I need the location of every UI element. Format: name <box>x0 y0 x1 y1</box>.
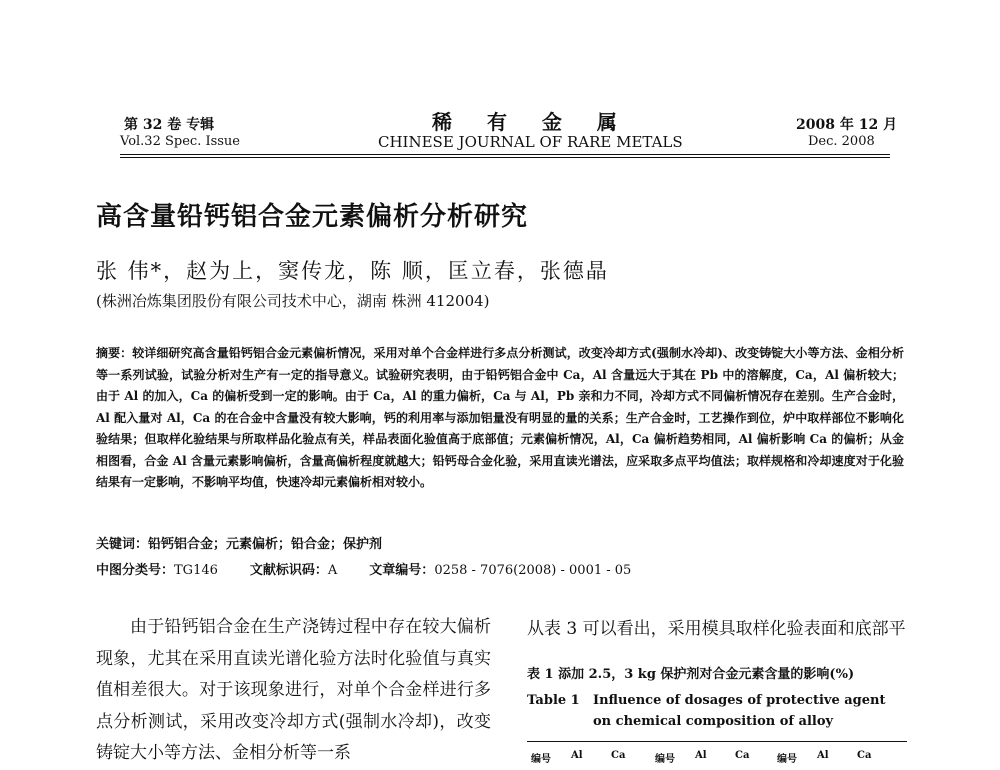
table-top-rule <box>527 741 907 742</box>
volume-en: Vol.32 Spec. Issue <box>120 134 240 149</box>
col-header-al-3: Al <box>817 750 829 761</box>
table-caption-en-text: Influence of dosages of protective agent on chemical composition of alloy <box>593 693 886 729</box>
abstract <box>96 343 904 494</box>
table-caption-en <box>527 690 907 729</box>
clc-value: TG146 <box>174 563 218 578</box>
doc-code-value: A <box>327 563 338 578</box>
article-title: 高含量铅钙铝合金元素偏析分析研究 <box>96 202 529 232</box>
issue-date-cn: 2008 年 12 月 <box>796 117 898 133</box>
article-number-label: 文章编号： <box>369 563 435 578</box>
classification-line <box>96 559 631 578</box>
clc-label: 中图分类号： <box>96 563 175 578</box>
keywords-text: 铅钙铝合金；元素偏析；铅合金；保护剂 <box>148 537 383 552</box>
table-caption-en-label: Table 1 <box>527 693 580 708</box>
keywords-label: 关键词： <box>96 537 149 552</box>
author-list: 张 伟*，赵为上，窦传龙，陈 顺，匡立春，张德晶 <box>96 259 609 283</box>
keywords <box>96 533 382 552</box>
col-header-id-1: 编号 <box>531 754 551 765</box>
issue-date-en: Dec. 2008 <box>808 134 875 149</box>
col-header-ca-1: Ca <box>611 750 626 761</box>
abstract-text: 较详细研究高含量铅钙铝合金元素偏析情况，采用对单个合金样进行多点分析测试，改变冷却方式(强制水冷却)、改变铸锭大小等方法、金相分析等一系列试验，试验分析对生产有一定的指导意义。试验研究表明，由于铅钙铝合金中 Ca，Al 含量远大于其在 Pb 中的溶解度，Ca，Al 偏析较大；由于 Al 的加入，Ca 的偏析受到一定的影响。由于 Ca，Al 的重力偏析，Ca 与 Al，Pb 亲和力不同，冷却方式不同偏析情况存在差别。生产合金时，Al 配入量对 Al，Ca 的在合金中含量没有较大影响，钙的利用率与添加铝量没有明显的量的关系；生产合金时，工艺操作到位，炉中取样部位不影响化验结果；但取样化验结果与所取样品化验点有关，样品表面化验值高于底部值；元素偏析情况，Al，Ca 偏析趋势相同，Al 偏析影响 Ca 的偏析；从金相图看，合金 Al 含量元素影响偏析，含量高偏析程度就越大；铅钙母合金化验，采用直读光谱法，应采取多点平均值法；取样规格和冷却速度对于化验结果有一定影响，不影响平均值，快速冷却元素偏析相对较小。 <box>96 346 904 489</box>
volume-cn: 第 32 卷 专辑 <box>124 117 215 133</box>
journal-title-cn: 稀 有 金 属 <box>432 110 631 134</box>
col-header-id-3: 编号 <box>777 754 797 765</box>
col-header-al-1: Al <box>571 750 583 761</box>
journal-title-en: CHINESE JOURNAL OF RARE METALS <box>378 133 683 151</box>
col-header-id-2: 编号 <box>655 754 675 765</box>
body-paragraph-left: 由于铅钙铝合金在生产浇铸过程中存在较大偏析现象，尤其在采用直读光谱化验方法时化验值与真实值相差很大。对于该现象进行，对单个合金样进行多点分析测试，采用改变冷却方式(强制水冷却)，改变铸锭大小等方法、金相分析等一系 <box>96 617 491 763</box>
header-rule-top <box>120 154 890 155</box>
abstract-label: 摘要： <box>96 346 133 360</box>
table-header-row <box>527 750 907 765</box>
author-affiliation: (株洲冶炼集团股份有限公司技术中心，湖南 株洲 412004) <box>96 292 490 310</box>
header-rule-bottom <box>120 157 890 158</box>
table-caption-cn: 表 1 添加 2.5，3 kg 保护剂对合金元素含量的影响(%) <box>527 667 855 682</box>
col-header-al-2: Al <box>695 750 707 761</box>
col-header-ca-2: Ca <box>735 750 750 761</box>
body-paragraph-right: 从表 3 可以看出，采用模具取样化验表面和底部平 <box>527 619 906 639</box>
col-header-ca-3: Ca <box>857 750 872 761</box>
article-number-value: 0258 - 7076(2008) - 0001 - 05 <box>434 563 632 578</box>
doc-code-label: 文献标识码： <box>249 563 328 578</box>
